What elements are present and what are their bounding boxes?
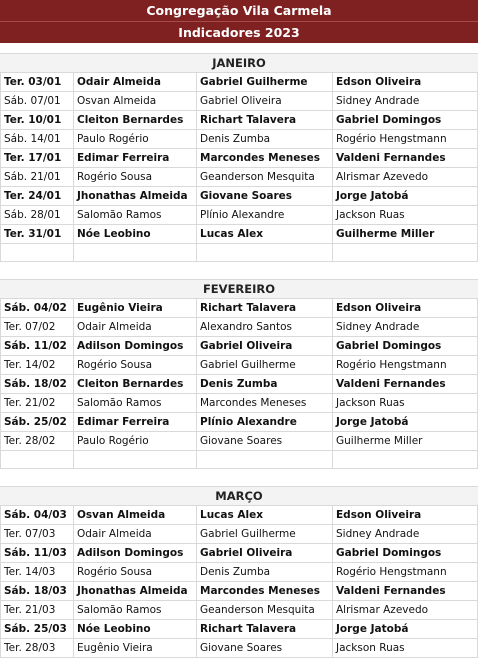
indicator-cell: Gabriel Domingos [333,111,478,129]
spacer-row [0,43,478,54]
indicator-cell: Edimar Ferreira [74,149,197,167]
date-cell: Ter. 07/02 [0,318,74,336]
indicator-cell: Sidney Andrade [333,525,478,543]
indicator-cell: Rogério Hengstmann [333,356,478,374]
indicator-cell: Edimar Ferreira [74,413,197,431]
schedule-row [0,620,478,639]
month-header: MARÇO [0,487,478,506]
date-cell: Sáb. 21/01 [0,168,74,186]
schedule-row [0,206,478,225]
indicator-cell: Richart Talavera [197,111,333,129]
indicator-cell: Marcondes Meneses [197,582,333,600]
date-cell: Sáb. 18/03 [0,582,74,600]
indicator-cell: Nóe Leobino [74,225,197,243]
indicator-cell: Alrismar Azevedo [333,168,478,186]
indicator-cell: Gabriel Guilherme [197,525,333,543]
indicator-cell: Jhonathas Almeida [74,582,197,600]
indicator-cell: Paulo Rogério [74,432,197,450]
date-cell: Ter. 21/03 [0,601,74,619]
date-cell: Ter. 14/02 [0,356,74,374]
schedule-row [0,506,478,525]
indicator-cell: Edson Oliveira [333,299,478,317]
indicator-cell: Rogério Hengstmann [333,130,478,148]
indicator-cell: Salomão Ramos [74,394,197,412]
indicator-cell: Lucas Alex [197,225,333,243]
empty-cell [0,451,74,468]
indicator-cell: Gabriel Oliveira [197,92,333,110]
schedule-row [0,432,478,451]
indicator-cell: Plínio Alexandre [197,206,333,224]
schedule-row [0,544,478,563]
indicator-cell: Osvan Almeida [74,506,197,524]
indicator-cell: Odair Almeida [74,318,197,336]
indicator-cell: Alexandro Santos [197,318,333,336]
indicator-cell: Cleiton Bernardes [74,375,197,393]
indicator-cell: Edson Oliveira [333,506,478,524]
indicator-cell: Jackson Ruas [333,394,478,412]
schedule-row [0,299,478,318]
indicator-cell: Eugênio Vieira [74,299,197,317]
indicator-cell: Odair Almeida [74,73,197,91]
date-cell: Sáb. 28/01 [0,206,74,224]
indicator-cell: Valdeni Fernandes [333,375,478,393]
date-cell: Sáb. 11/02 [0,337,74,355]
date-cell: Sáb. 25/03 [0,620,74,638]
schedule-row [0,394,478,413]
indicator-cell: Jorge Jatobá [333,187,478,205]
month-header: FEVEREIRO [0,280,478,299]
indicator-cell: Gabriel Guilherme [197,356,333,374]
indicator-cell: Paulo Rogério [74,130,197,148]
schedule-row [0,92,478,111]
schedule-row [0,563,478,582]
indicator-cell: Sidney Andrade [333,92,478,110]
indicator-cell: Gabriel Guilherme [197,73,333,91]
indicator-cell: Richart Talavera [197,620,333,638]
indicator-cell: Rogério Sousa [74,356,197,374]
empty-cell [74,451,197,468]
indicator-cell: Jackson Ruas [333,206,478,224]
empty-cell [0,244,74,261]
schedule-row [0,601,478,620]
indicator-cell: Adilson Domingos [74,337,197,355]
indicator-cell: Gabriel Oliveira [197,337,333,355]
schedule-row [0,413,478,432]
indicator-cell: Richart Talavera [197,299,333,317]
date-cell: Ter. 21/02 [0,394,74,412]
empty-cell [197,451,333,468]
date-cell: Ter. 10/01 [0,111,74,129]
schedule-row [0,168,478,187]
date-cell: Ter. 17/01 [0,149,74,167]
schedule-row [0,582,478,601]
spacer-row [0,262,478,280]
date-cell: Sáb. 04/02 [0,299,74,317]
indicator-cell: Geanderson Mesquita [197,601,333,619]
indicator-cell: Geanderson Mesquita [197,168,333,186]
date-cell: Ter. 28/02 [0,432,74,450]
empty-cell [74,244,197,261]
schedule-row [0,225,478,244]
indicator-cell: Lucas Alex [197,506,333,524]
indicator-cell: Rogério Hengstmann [333,563,478,581]
date-cell: Ter. 07/03 [0,525,74,543]
date-cell: Sáb. 07/01 [0,92,74,110]
sheet-subtitle: Indicadores 2023 [0,21,478,43]
spacer-row [0,244,478,262]
date-cell: Sáb. 04/03 [0,506,74,524]
indicator-cell: Jorge Jatobá [333,620,478,638]
indicator-cell: Alrismar Azevedo [333,601,478,619]
indicator-cell: Valdeni Fernandes [333,582,478,600]
indicator-cell: Marcondes Meneses [197,149,333,167]
indicator-cell: Salomão Ramos [74,601,197,619]
indicator-cell: Giovane Soares [197,432,333,450]
indicator-cell: Giovane Soares [197,187,333,205]
date-cell: Ter. 28/03 [0,639,74,657]
date-cell: Sáb. 25/02 [0,413,74,431]
indicator-cell: Odair Almeida [74,525,197,543]
date-cell: Ter. 14/03 [0,563,74,581]
indicator-cell: Rogério Sousa [74,563,197,581]
indicator-cell: Valdeni Fernandes [333,149,478,167]
month-header: JANEIRO [0,54,478,73]
indicator-cell: Nóe Leobino [74,620,197,638]
schedule-row [0,187,478,206]
schedule-row [0,525,478,544]
sheet-title: Congregação Vila Carmela [0,0,478,21]
indicator-cell: Adilson Domingos [74,544,197,562]
indicator-cell: Osvan Almeida [74,92,197,110]
indicator-cell: Rogério Sousa [74,168,197,186]
schedule-row [0,111,478,130]
indicator-cell: Edson Oliveira [333,73,478,91]
empty-cell [333,244,478,261]
schedule-row [0,149,478,168]
indicator-cell: Sidney Andrade [333,318,478,336]
date-cell: Ter. 03/01 [0,73,74,91]
indicator-cell: Jackson Ruas [333,639,478,657]
indicator-cell: Marcondes Meneses [197,394,333,412]
indicator-cell: Giovane Soares [197,639,333,657]
indicator-cell: Gabriel Domingos [333,544,478,562]
indicator-cell: Guilherme Miller [333,225,478,243]
indicator-cell: Guilherme Miller [333,432,478,450]
indicator-cell: Jorge Jatobá [333,413,478,431]
indicator-cell: Cleiton Bernardes [74,111,197,129]
indicator-cell: Denis Zumba [197,563,333,581]
date-cell: Sáb. 11/03 [0,544,74,562]
indicator-cell: Denis Zumba [197,130,333,148]
schedule-row [0,375,478,394]
empty-cell [197,244,333,261]
indicator-cell: Salomão Ramos [74,206,197,224]
spacer-row [0,451,478,469]
indicator-cell: Gabriel Oliveira [197,544,333,562]
indicator-cell: Plínio Alexandre [197,413,333,431]
date-cell: Sáb. 18/02 [0,375,74,393]
date-cell: Ter. 31/01 [0,225,74,243]
schedule-row [0,73,478,92]
schedule-row [0,356,478,375]
schedule-row [0,337,478,356]
date-cell: Sáb. 14/01 [0,130,74,148]
indicator-cell: Jhonathas Almeida [74,187,197,205]
months-container [0,54,478,658]
empty-cell [333,451,478,468]
schedule-row [0,639,478,658]
indicator-cell: Gabriel Domingos [333,337,478,355]
spacer-row [0,469,478,487]
schedule-row [0,318,478,337]
date-cell: Ter. 24/01 [0,187,74,205]
indicator-cell: Eugênio Vieira [74,639,197,657]
schedule-row [0,130,478,149]
indicator-cell: Denis Zumba [197,375,333,393]
